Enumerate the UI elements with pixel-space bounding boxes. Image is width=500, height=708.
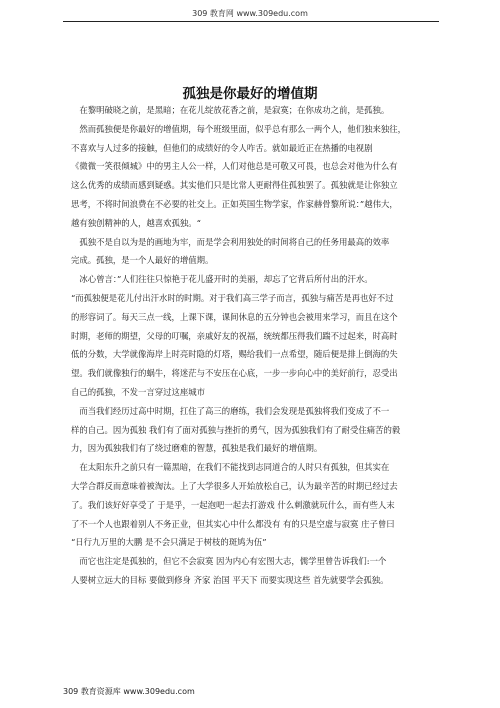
body-line: 冰心曾言：”人们往往只惊艳于花儿盛开时的美丽，却忘了它背后所付出的汗水。 (71, 274, 373, 285)
body-line: 而当我们经历过高中时期，扛住了高三的磨练，我们会发现是孤独将我们变成了不一 (71, 405, 390, 416)
article-body (71, 101, 431, 590)
body-line: “日行九万里的大鹏 是不会只满足于树枝的斑鸠为伍” (71, 537, 267, 548)
page-footer: 309 教育资源库 www.309edu.com (63, 687, 195, 696)
body-line: 这么优秀的成绩而感到疑惑。其实他们只是比常人更耐得住孤独罢了。孤独就是让你独立 (71, 180, 398, 191)
body-line: 思考，不将时间浪费在不必要的社交上。正如英国生物学家，作家赫骨黎所说：”越伟大， (71, 198, 398, 209)
body-line: 样的自己。因为孤独 我们有了面对孤独与挫折的勇气，因为孤独我们有了耐受住痛苦的毅 (71, 424, 401, 435)
body-line: 的形容词了。每天三点一线，上课下课，课间休息的五分钟也会被用来学习，而且在这个 (71, 311, 398, 322)
body-line: 了。我们该好好享受了 于是乎，一起泡吧一起去打游戏 什么刺激就玩什么，而有些人末 (71, 499, 395, 510)
body-line: 完成。孤独，是一个人最好的增值期。 (71, 255, 214, 266)
body-line: 自己的孤独，不发一言穿过这座城市 (71, 386, 205, 397)
body-line: 低的分数，大学就像海岸上时亮时隐的灯塔，赐给我们一点希望，随后便是排上倒海的失 (71, 349, 398, 360)
body-line: 时期，老师的期望，父母的叮嘱，亲戚好友的祝福，统统都压得我们踹不过起来，时高时 (71, 330, 398, 341)
body-line: 力，因为孤独我们有了绕过磨难的智慧，孤独是我们最好的增值期。 (71, 443, 323, 454)
body-line: 孤独不是自以为是的画地为牢，而是学会利用独处的时间将自己的任务用最高的效率 (71, 236, 390, 247)
body-line: 了不一个人也跟着别人不务正业，但其实心中什么都没有 有的只是空虚与寂寞 庄子曾曰 (71, 518, 395, 529)
page-title: 孤独是你最好的增值期 (182, 86, 318, 102)
body-line: 越有独创精神的人，越喜欢孤独。“ (71, 217, 201, 228)
page-header: 309 教育网 www.309edu.com (192, 9, 308, 18)
body-line: 大学合群反而意味着被淘汰。上了大学很多人开始放松自己，认为最辛苦的时期已经过去 (71, 480, 398, 491)
body-line: 而它也注定是孤独的，但它不会寂寞 因为内心有宏图大志，儒学里曾告诉我们:一个 (71, 556, 387, 567)
body-line: 然而孤独便是你最好的增值期，每个班级里面，似乎总有那么一两个人，他们独来独往， (71, 123, 406, 134)
body-line: 在太阳东升之前只有一篇黑暗，在我们不能找到志同道合的人时只有孤独，但其实在 (71, 462, 390, 473)
header-divider (63, 21, 439, 22)
body-line: 不喜欢与人过多的接触，但他们的成绩好的令人咋舌。就如最近正在热播的电视剧 (71, 142, 373, 153)
body-line: 人要树立远大的目标 要做到修身 齐家 治国 平天下 而要实现这些 首先就要学会孤独。 (71, 574, 389, 585)
body-line: 望。我们就像独行的蜗牛，将迷茫与不安压在心底，一步一步向心中的美好前行，忍受出 (71, 368, 398, 379)
body-line: “而孤独便是花儿付出汗水时的时期。对于我们高三学子而言，孤独与痛苦是再也好不过 (71, 292, 394, 303)
body-line: 《微微一笑很倾城》中的男主人公一样，人们对他总是可敬又可畏，也总会对他为什么有 (71, 161, 398, 172)
body-line: 在黎明破晓之前，是黑暗；在花儿绽放花香之前，是寂寞；在你成功之前，是孤独。 (71, 105, 390, 115)
